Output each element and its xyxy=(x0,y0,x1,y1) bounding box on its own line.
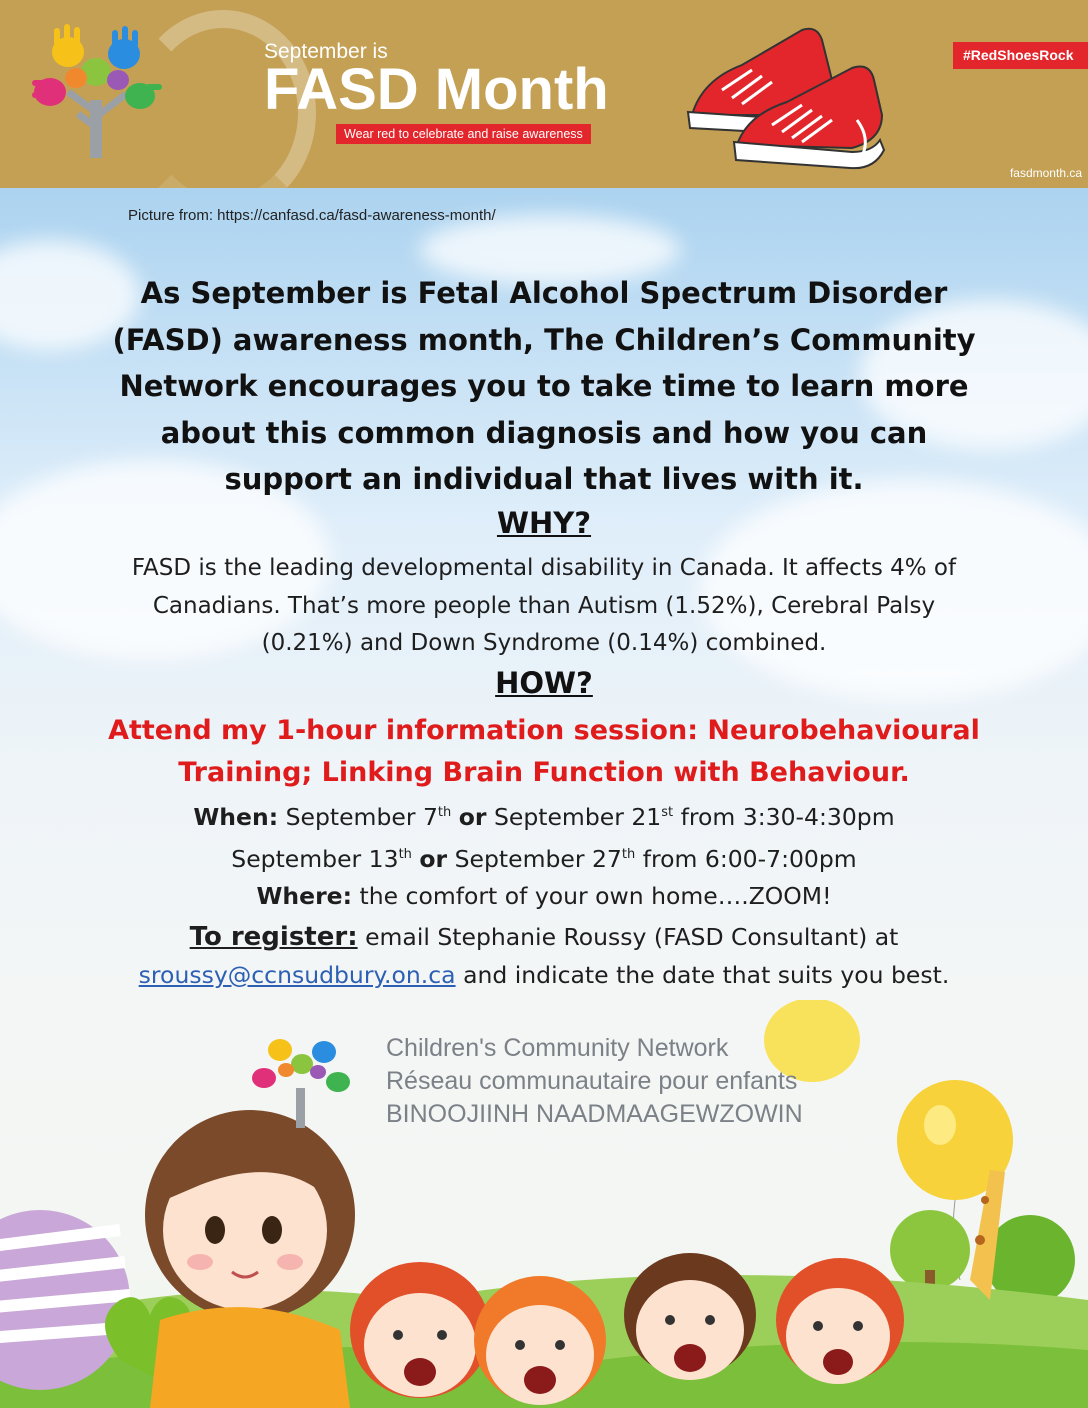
or-connector: or xyxy=(419,845,448,873)
date-suffix: th xyxy=(437,805,452,821)
date-sept-27: September 27 xyxy=(454,845,622,873)
session-title xyxy=(100,710,988,794)
date-suffix: st xyxy=(661,805,674,821)
logo-line-en: Children's Community Network xyxy=(386,1034,729,1062)
email-link[interactable]: sroussy@ccnsudbury.on.ca xyxy=(138,961,456,989)
where-text: the comfort of your own home….ZOOM! xyxy=(359,882,832,910)
register-line-2 xyxy=(100,956,988,994)
banner-site: fasdmonth.ca xyxy=(1009,166,1082,180)
when-label: When: xyxy=(193,803,279,831)
date-sept-7: September 7 xyxy=(285,803,438,831)
hashtag-badge: #RedShoesRock xyxy=(953,42,1088,69)
handprint-tree-logo xyxy=(28,22,163,162)
logo-line-fr: Réseau communautaire pour enfants xyxy=(386,1067,798,1095)
when-row-1 xyxy=(100,796,988,838)
ccn-logo-icon xyxy=(246,1030,358,1128)
ccn-logo-text xyxy=(386,1032,803,1131)
register-label: To register: xyxy=(189,922,358,952)
why-line: Canadians. That’s more people than Autism (1.52%), Cerebral Palsy xyxy=(152,592,936,619)
date-suffix: th xyxy=(398,847,412,863)
session-line: Attend my 1-hour information session: Neurobehavioural xyxy=(108,715,980,746)
how-heading: HOW? xyxy=(495,666,593,700)
or-connector: or xyxy=(458,803,487,831)
red-shoes-image xyxy=(682,20,897,170)
why-line: (0.21%) and Down Syndrome (0.14%) combined. xyxy=(261,630,827,656)
why-heading: WHY? xyxy=(496,506,592,540)
register-text-2: and indicate the date that suits you best. xyxy=(463,961,950,989)
date-sept-21: September 21 xyxy=(493,803,662,831)
picture-credit: Picture from: https://canfasd.ca/fasd-awareness-month/ xyxy=(128,207,496,224)
time-range: from 6:00-7:00pm xyxy=(642,845,857,873)
time-range: from 3:30-4:30pm xyxy=(680,803,895,831)
when-row-2 xyxy=(100,838,988,880)
where-label: Where: xyxy=(256,882,353,910)
date-suffix: th xyxy=(621,847,636,863)
when-section xyxy=(100,796,988,880)
where-section xyxy=(100,876,988,916)
banner-title: FASD Month xyxy=(264,57,609,122)
session-line: Training; Linking Brain Function with Behaviour. xyxy=(178,757,910,788)
register-section xyxy=(100,918,988,994)
why-body xyxy=(100,550,988,663)
intro-paragraph: As September is Fetal Alcohol Spectrum Disorder (FASD) awareness month, The Children’s Community Network encourages you to take time to learn more about this common diagnosis and how you can support an individual that lives with it. xyxy=(112,276,976,496)
logo-line-oj: BINOOJIINH NAADMAAGEWZOWIN xyxy=(386,1100,803,1128)
why-line: FASD is the leading developmental disability in Canada. It affects 4% of xyxy=(131,555,957,581)
banner-pretitle: September is xyxy=(264,40,388,63)
register-text: email Stephanie Roussy (FASD Consultant) at xyxy=(365,923,899,951)
banner-tagline: Wear red to celebrate and raise awareness xyxy=(336,124,591,144)
fasd-month-banner xyxy=(0,0,1088,188)
register-line-1 xyxy=(100,918,988,956)
date-sept-13: September 13 xyxy=(231,845,399,873)
